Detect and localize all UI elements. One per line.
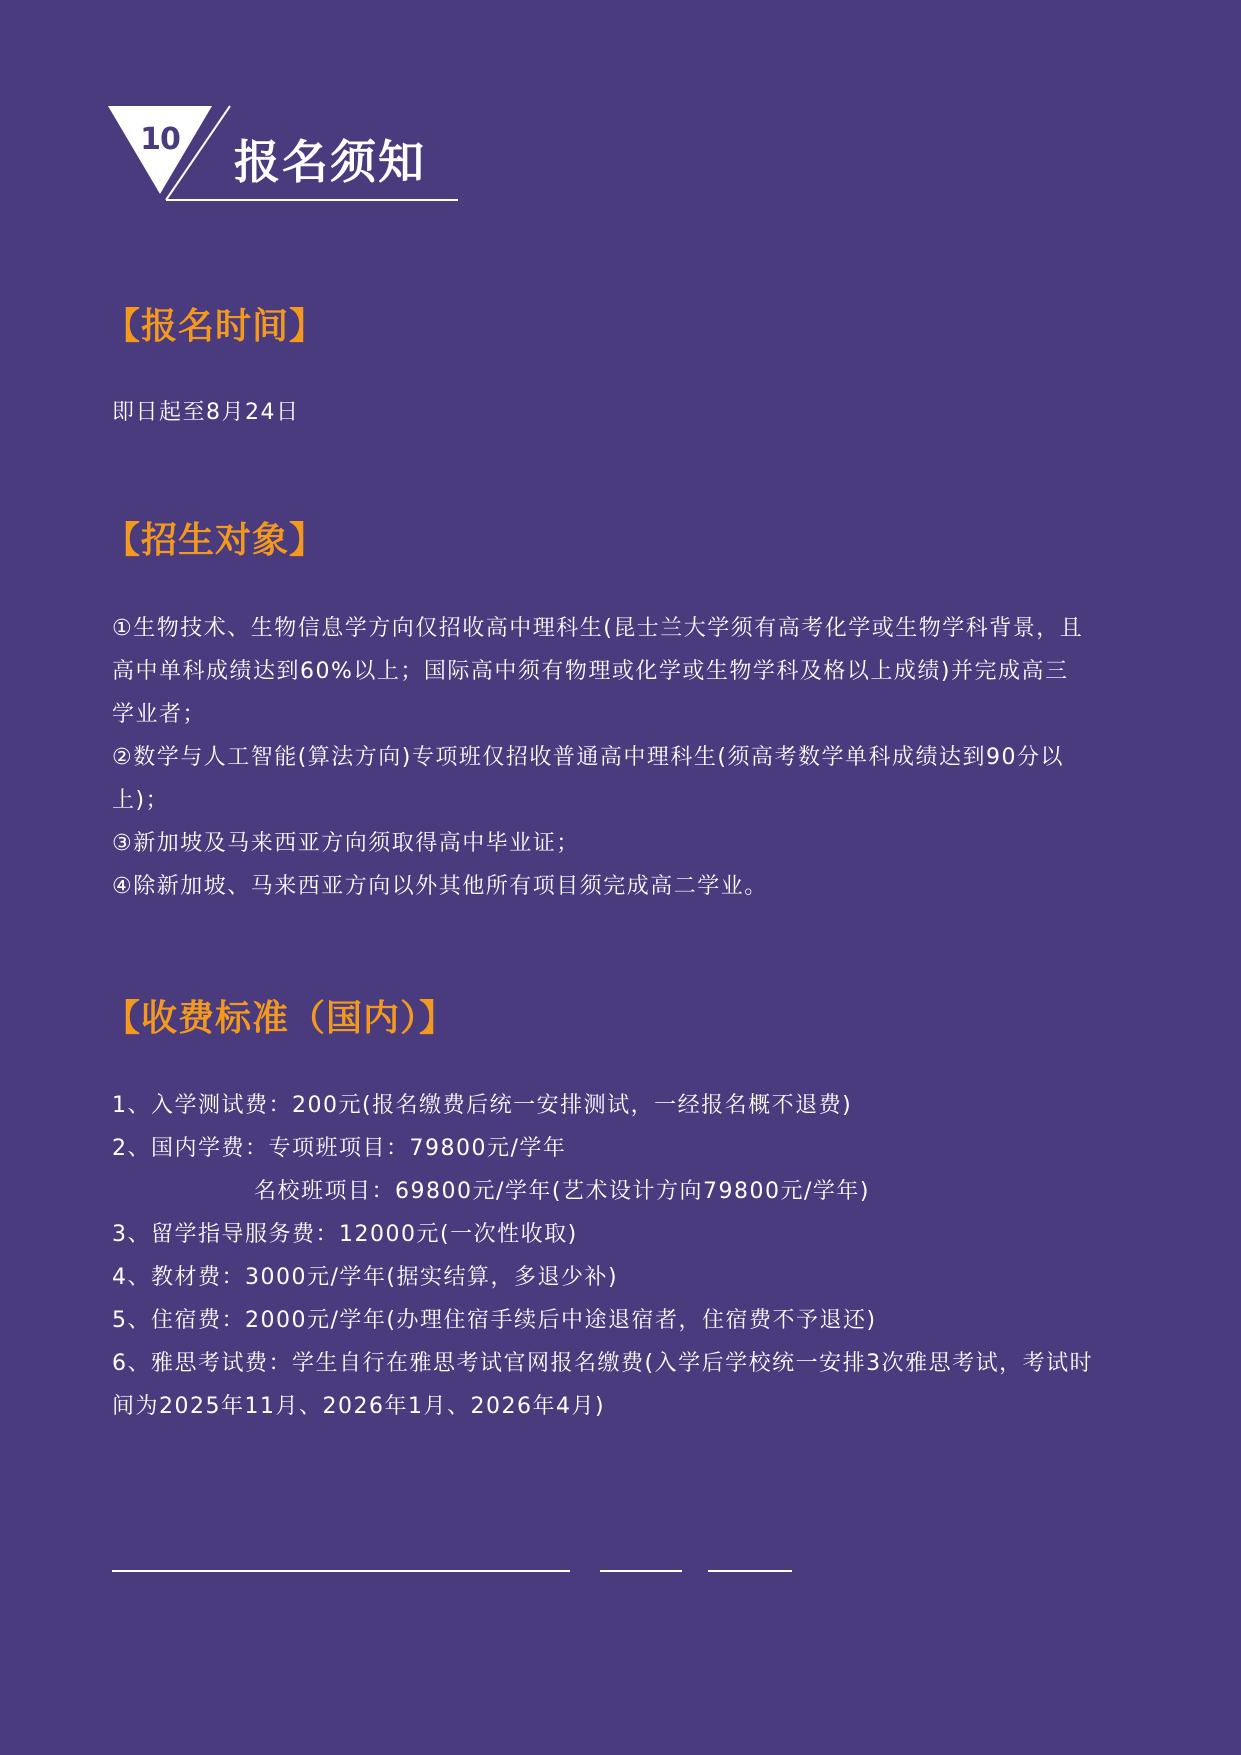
target-line: ①生物技术、生物信息学方向仅招收高中理科生(昆士兰大学须有高考化学或生物学科背景，且	[112, 616, 1084, 641]
footer-divider-short	[600, 1570, 682, 1572]
section-title-target: 【招生对象】	[104, 520, 327, 561]
fee-line: 2、国内学费：专项班项目：79800元/学年	[112, 1136, 567, 1161]
footer-divider-long	[112, 1570, 570, 1572]
target-line: ④除新加坡、马来西亚方向以外其他所有项目须完成高二学业。	[112, 874, 768, 899]
target-line: 学业者；	[112, 702, 207, 727]
time-line: 即日起至8月24日	[112, 400, 300, 425]
section-title-time: 【报名时间】	[104, 306, 327, 347]
fee-line: 4、教材费：3000元/学年(据实结算，多退少补)	[112, 1265, 619, 1290]
footer-divider-short	[708, 1570, 792, 1572]
section-number: 10	[140, 122, 180, 157]
fee-line: 间为2025年11月、2026年1月、2026年4月)	[112, 1394, 606, 1419]
fee-line: 5、住宿费：2000元/学年(办理住宿手续后中途退宿者，住宿费不予退还)	[112, 1308, 877, 1333]
fee-line: 1、入学测试费：200元(报名缴费后统一安排测试，一经报名概不退费)	[112, 1093, 853, 1118]
section-title-fees: 【收费标准（国内）】	[104, 998, 457, 1039]
target-line: ③新加坡及马来西亚方向须取得高中毕业证；	[112, 831, 580, 856]
target-line: ②数学与人工智能(算法方向)专项班仅招收普通高中理科生(须高考数学单科成绩达到90分以	[112, 745, 1064, 770]
fee-line: 3、留学指导服务费：12000元(一次性收取)	[112, 1222, 578, 1247]
fee-line: 名校班项目：69800元/学年(艺术设计方向79800元/学年)	[254, 1179, 870, 1204]
target-line: 高中单科成绩达到60%以上；国际高中须有物理或化学或生物学科及格以上成绩)并完成高三	[112, 659, 1069, 684]
fee-line: 6、雅思考试费：学生自行在雅思考试官网报名缴费(入学后学校统一安排3次雅思考试，考试时	[112, 1351, 1094, 1376]
target-line: 上)；	[112, 788, 170, 813]
section-header	[108, 104, 468, 204]
page-title: 报名须知	[234, 135, 426, 189]
